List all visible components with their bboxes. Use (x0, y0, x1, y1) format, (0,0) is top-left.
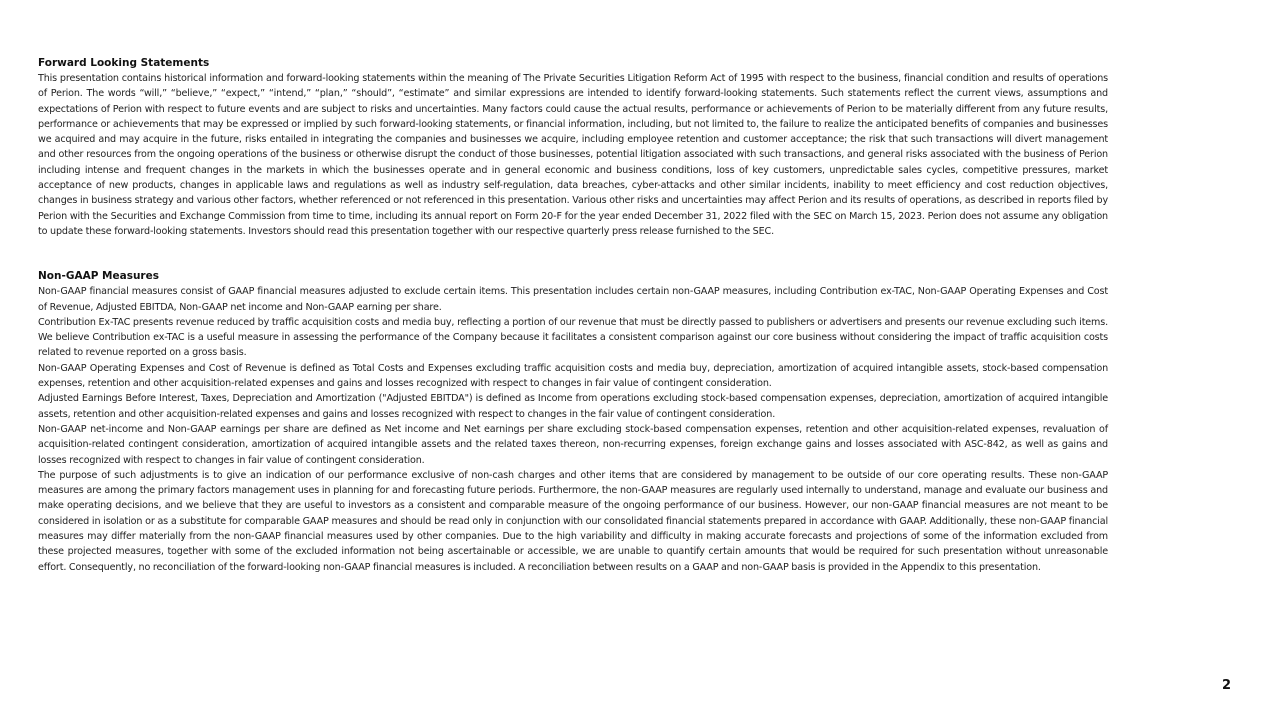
non-gaap-paragraph-intro: Non-GAAP financial measures consist of GAAP financial measures adjusted to exclude certain items. This presentation includes certain non-GAAP measures, including Contribution ex-TAC, Non-GAAP Operating Expenses and Cost of Revenue, Adjusted EBITDA, Non-GAAP net income and Non-GAAP earning per share. (38, 286, 1108, 313)
non-gaap-paragraph-operating-expenses: Non-GAAP Operating Expenses and Cost of Revenue is defined as Total Costs and Expenses excluding traffic acquisition costs and media buy, depreciation, amortization of acquired intangible assets, stock-based compensation expenses, retention and other acquisition-related expenses and gains and losses recognized with respect to changes in fair value of contingent consideration. (38, 362, 1108, 390)
section-spacer (38, 239, 1108, 269)
non-gaap-paragraph-net-income: Non-GAAP net-income and Non-GAAP earnings per share are defined as Net income and Net earnings per share excluding stock-based compensation expenses, retention and other acquisition-related expenses, revaluation of acquisition-related contingent consideration, amortization of acquired intangible assets and the related taxes thereon, non-recurring expenses, foreign exchange gains and losses associated with ASC-842, as well as gains and losses recognized with respect to changes in fair value of contingent consideration. (38, 423, 1108, 466)
page-number: 2 (1222, 678, 1232, 693)
forward-looking-section (38, 56, 1108, 239)
non-gaap-paragraph-purpose: The purpose of such adjustments is to give an indication of our performance exclusive of non-cash charges and other items that are considered by management to be outside of our core operating results. These non-GAAP measures are among the primary factors management uses in planning for and forecasting future periods. Furthermore, the non-GAAP measures are regularly used internally to understand, manage and evaluate our business and make operating decisions, and we believe that they are useful to investors as a consistent and comparable measure of the ongoing performance of our business. However, our non-GAAP financial measures are not meant to be considered in isolation or as a substitute for comparable GAAP measures and should be read only in conjunction with our consolidated financial statements prepared in accordance with GAAP. Additionally, these non-GAAP financial measures may differ materially from the non-GAAP financial measures used by other companies. Due to the high variability and difficulty in making accurate forecasts and projections of some of the information excluded from these projected measures, together with some of the excluded information not being ascertainable or accessible, we are unable to quantify certain amounts that would be required for such presentation without unreasonable effort. Consequently, no reconciliation of the forward-looking non-GAAP financial measures is included. A reconciliation between results on a GAAP and non-GAAP basis is provided in the Appendix to this presentation. (38, 469, 1108, 573)
non-gaap-title: Non-GAAP Measures (38, 270, 159, 283)
forward-looking-title: Forward Looking Statements (38, 57, 210, 69)
non-gaap-paragraph-contribution-ex-tac: Contribution Ex-TAC presents revenue reduced by traffic acquisition costs and media buy, reflecting a portion of our revenue that must be directly passed to publishers or advertisers and presents our revenue excluding such items. We believe Contribution ex-TAC is a useful measure in assessing the performance of the Company because it facilitates a consistent comparison against our core business without considering the impact of traffic acquisition costs related to revenue reported on a gross basis. (38, 316, 1108, 359)
non-gaap-paragraph-adjusted-ebitda: Adjusted Earnings Before Interest, Taxes, Depreciation and Amortization ("Adjusted EBITDA") is defined as Income from operations excluding stock-based compensation expenses, depreciation, amortization of acquired intangible assets, retention and other acquisition-related expenses and gains and losses recognized with respect to changes in the fair value of contingent consideration. (38, 393, 1108, 420)
non-gaap-section (38, 269, 1108, 575)
forward-looking-body: This presentation contains historical information and forward-looking statements within the meaning of The Private Securities Litigation Reform Act of 1995 with respect to the business, financial condition and results of operations of Perion. The words “will,” “believe,” “expect,” “intend,” “plan,” “should”, “estimate” and similar expressions are intended to identify forward-looking statements. Such statements reflect the current views, assumptions and expectations of Perion with respect to future events and are subject to risks and uncertainties. Many factors could cause the actual results, performance or achievements of Perion to be materially different from any future results, performance or achievements that may be expressed or implied by such forward-looking statements, or financial information, including, but not limited to, the failure to realize the anticipated benefits of companies and businesses we acquired and may acquire in the future, risks entailed in integrating the companies and businesses we acquire, including employee retention and customer acceptance; the risk that such transactions will divert management and other resources from the ongoing operations of the business or otherwise disrupt the conduct of those businesses, potential litigation associated with such transactions, and general risks associated with the business of Perion including intense and frequent changes in the markets in which the businesses operate and in general economic and business conditions, loss of key customers, unpredictable sales cycles, competitive pressures, market acceptance of new products, changes in applicable laws and regulations as well as industry self-regulation, data breaches, cyber-attacks and other similar incidents, inability to meet efficiency and cost reduction objectives, changes in business strategy and various other factors, whether referenced or not referenced in this presentation. Various other risks and uncertainties may affect Perion and its results of operations, as described in reports filed by Perion with the Securities and Exchange Commission from time to time, including its annual report on Form 20-F for the year ended December 31, 2022 filed with the SEC on March 15, 2023. Perion does not assume any obligation to update these forward-looking statements. Investors should read this presentation together with our respective quarterly press release furnished to the SEC. (38, 73, 1108, 237)
disclaimer-content (38, 56, 1108, 575)
